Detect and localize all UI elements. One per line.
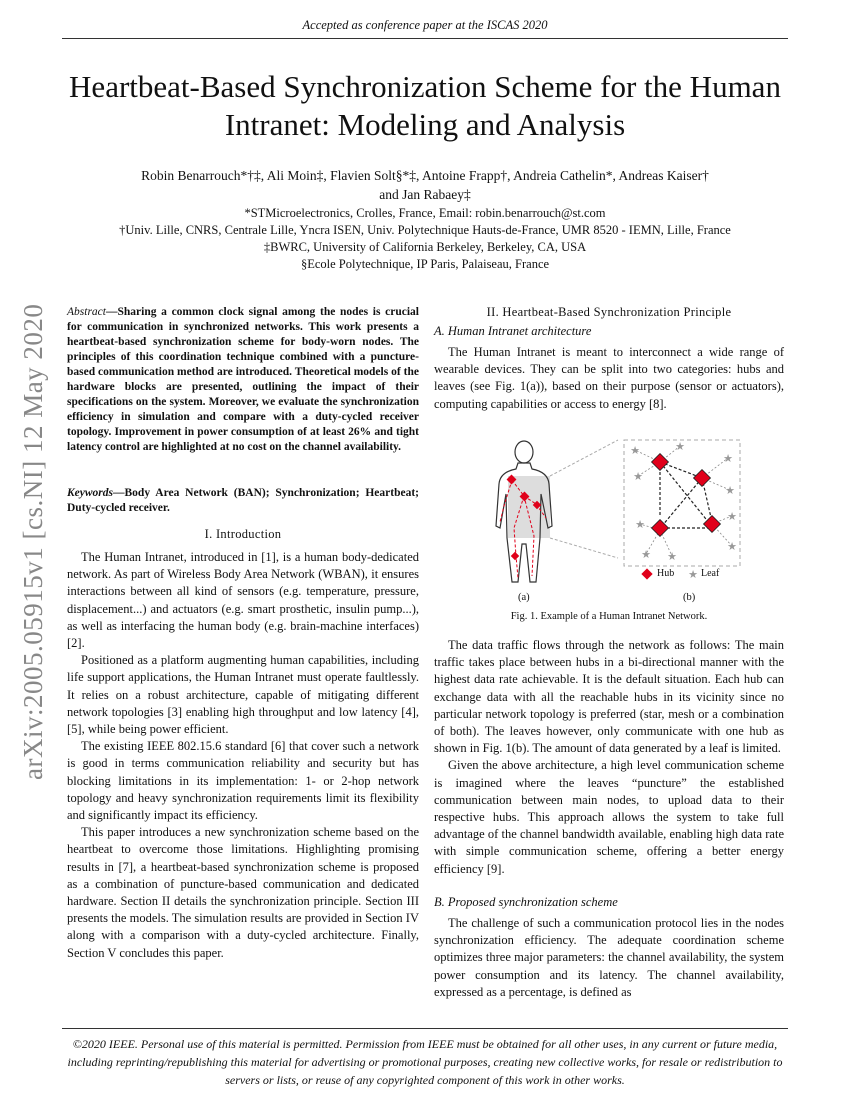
keywords-text: —Body Area Network (BAN); Synchronization; Heartbeat; Duty-cycled receiver. [67,487,419,514]
svg-text:★: ★ [630,444,640,457]
paper-title: Heartbeat-Based Synchronization Scheme for the Human Intranet: Modeling and Analysis [69,69,781,142]
paragraph: Given the above architecture, a high level communication scheme is imagined where the leaves “puncture” the established communication between main nodes, to upload data to their respective hubs. This approach allows the system to take full advantage of the channel bandwidth available, enabling high data rate with simple communication scheme, offering a better energy efficiency [9]. [434,758,784,876]
affiliation-polytechnique: §Ecole Polytechnique, IP Paris, Palaiseau, France [300,257,550,271]
zoom-guide [550,440,618,476]
svg-text:★: ★ [725,484,735,497]
paragraph: This paper introduces a new synchronization scheme based on the heartbeat to overcome those limitations. Highlighting promising results in [7], a heartbeat-based synchronization scheme is proposed as a combination of puncture-based communication and dedicated hardware. Section II details the synchronization principle. Section III presents the models. The simulation results are provided in Section IV along with a comparison with a duty-cycled architecture. Finally, Section V concludes this paper. [67,825,419,960]
header-rule [62,38,788,39]
affiliation-bwrc: ‡BWRC, University of California Berkeley, Berkeley, CA, USA [263,240,587,254]
figure-label-a: (a) [518,592,530,603]
zoom-guide [550,538,618,558]
figure-caption: Fig. 1. Example of a Human Intranet Network. [510,611,708,622]
legend-leaf-label: Leaf [701,568,720,579]
keywords [67,486,419,516]
paragraph: The Human Intranet is meant to interconnect a wide range of wearable devices. They can be split into two categories: hubs and leaves (see Fig. 1(a)), based on their purpose (sensor or actuators), computing capabilities or access to energy [8]. [434,345,784,411]
footer-rule [62,1028,788,1029]
section-2-heading: II. Heartbeat-Based Synchronization Principle [486,305,732,319]
svg-text:★: ★ [675,440,685,453]
abstract-label: Abstract [67,306,106,318]
abstract-text: —Sharing a common clock signal among the nodes is crucial for communication in synchronized networks. This work presents a heartbeat-based synchronization scheme for body-worn nodes. The principles of this coordination technique combined with a puncture-based communication method are introduced. Theoretical models of the hardware blocks are presented, outlining the impact of their specifications on the system. Moreover, we evaluate the synchronization efficiency in simulation and compare with a duty-cycled receiver topology. Improvement in power consumption of at least 26% and tight latency control are highlighted at no cost on the channel availability. [67,306,419,453]
legend-hub-label: Hub [657,568,675,579]
hub-legend-icon [641,568,652,579]
svg-text:★: ★ [727,540,737,553]
human-body-figure [496,441,552,582]
figure-label-b: (b) [683,592,696,603]
svg-text:★: ★ [641,548,651,561]
paragraph: The challenge of such a communication protocol lies in the nodes synchronization efficiency. The adequate coordination scheme optimizes three major parameters: the channel availability, the system power consumption and its latency. The channel availability, expressed as a percentage, is defined as [434,916,784,999]
keywords-label: Keywords [67,487,113,499]
authors-line-1: Robin Benarrouch*†‡, Ali Moin‡, Flavien Solt§*‡, Antoine Frapp†, Andreia Cathelin*, Andreas Kaiser† [141,168,709,183]
section-2b-heading: B. Proposed synchronization scheme [434,895,618,909]
svg-text:★: ★ [635,518,645,531]
affiliation-lille: †Univ. Lille, CNRS, Centrale Lille, Yncra ISEN, Univ. Polytechnique Hauts-de-France, UMR 8520 - IEMN, Lille, France [119,223,731,237]
paragraph: Positioned as a platform augmenting human capabilities, including life support applications, the Human Intranet must operate faultlessly. It relies on a robust architecture, capable of mitigating different network topologies [3] enabling high throughput and low latency [4], [5], while being power efficient. [67,653,419,737]
arxiv-stamp: arXiv:2005.05915v1 [cs.NI] 12 May 2020 [18,303,48,780]
section-2b-body [434,915,784,1001]
paragraph: The existing IEEE 802.15.6 standard [6] that cover such a network is good in terms communication reliability and security but has blocking limitations in its implementation: 1- or 2-hop network topology and heavy synchronization requirements limit its flexibility and significantly impact its efficiency. [67,739,419,823]
svg-text:★: ★ [633,470,643,483]
copyright-notice: ©2020 IEEE. Personal use of this material is permitted. Permission from IEEE must be obtained for all other uses, in any current or future media, including reprinting/republishing this material for advertising or promotional purposes, creating new collective works, for resale or redistribution to servers or lists, or reuse of any copyrighted component of this work in other works. [67,1037,783,1087]
figure-1 [490,436,770,612]
section-1-body [67,549,419,962]
author-list [60,166,790,204]
conference-note: Accepted as conference paper at the ISCAS 2020 [302,18,548,32]
abstract [67,305,419,455]
leaf-legend-icon: ★ [688,568,698,581]
svg-text:★: ★ [667,550,677,563]
affiliation-st: *STMicroelectronics, Crolles, France, Email: robin.benarrouch@st.com [244,206,606,220]
section-1-heading: I. Introduction [204,527,282,541]
section-2a-intro [434,344,784,413]
authors-line-2: and Jan Rabaey‡ [379,187,471,202]
section-2a-body [434,637,784,878]
paragraph: The data traffic flows through the network as follows: The main traffic takes place between hubs in a bi-directional manner with the highest data rate achievable. It is the default situation. Each hub can exchange data with all the reachable hubs in its vicinity since no particular network topology is preferred (star, mesh or a combination of both). The leaves however, only communicate with one hub as shown in Fig. 1(b). The amount of data generated by a leaf is limited. [434,638,784,756]
svg-text:★: ★ [727,510,737,523]
network-diagram [624,440,740,581]
section-2a-heading: A. Human Intranet architecture [434,324,592,338]
svg-text:★: ★ [723,452,733,465]
paragraph: The Human Intranet, introduced in [1], is a human body-dedicated network. As part of Wireless Body Area Network (WBAN), it ensures interactions between all kind of sensors (e.g. temperature, pressure, displacement...) and actuators (e.g. smart prosthetic, insulin pump...), as well as interfacing the human body (e.g. brain-machine interfaces) [2]. [67,550,419,651]
